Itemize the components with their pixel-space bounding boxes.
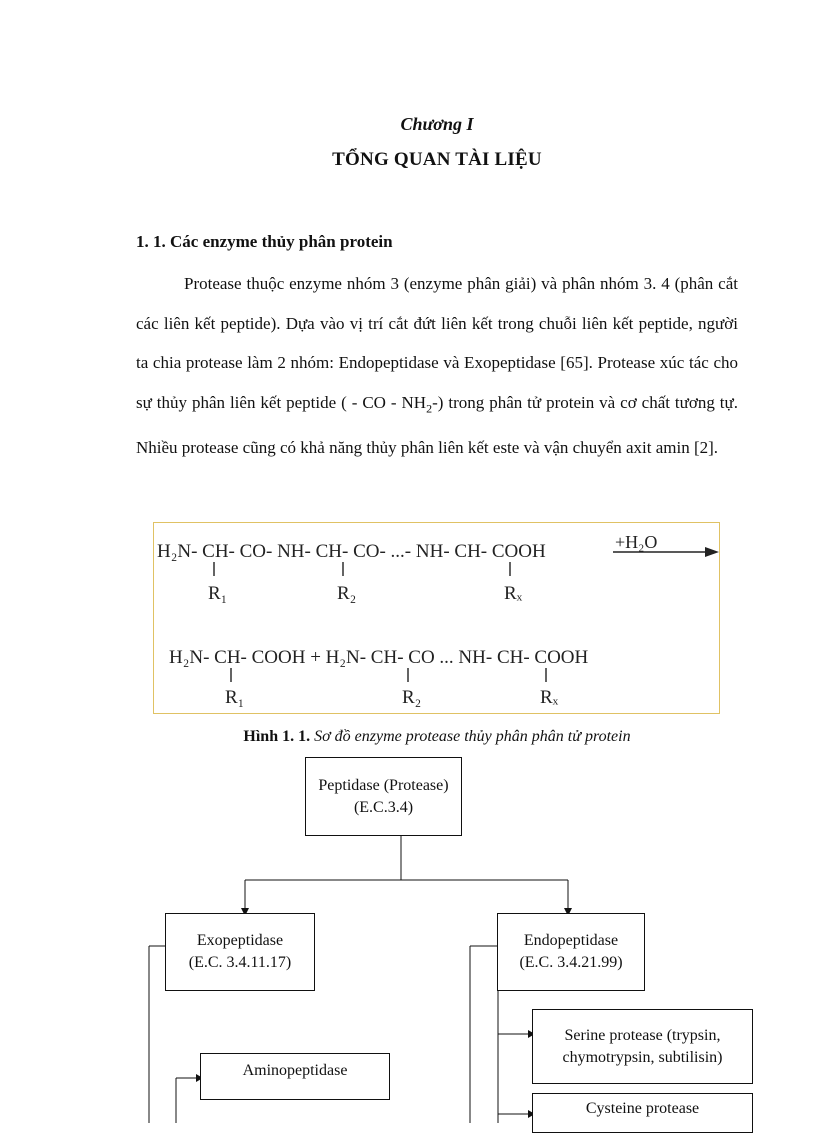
node-serine-protease	[532, 1009, 753, 1084]
node-root-line2: (E.C.3.4)	[353, 798, 414, 816]
node-aminopeptidase-label: Aminopeptidase	[242, 1062, 348, 1079]
node-peptidase-root	[305, 757, 462, 836]
node-serine-line2: chymotrypsin, subtilisin)	[562, 1048, 723, 1066]
node-exo-line1: Exopeptidase	[196, 932, 284, 949]
node-endopeptidase	[497, 913, 645, 991]
product-rx: Rₓ	[540, 687, 559, 708]
reactant-r1: R₁	[208, 583, 228, 604]
node-cysteine-protease	[532, 1093, 753, 1133]
product-chains: H₂N- CH- COOH + H₂N- CH- CO ... NH- CH- COOH	[169, 647, 589, 668]
node-cysteine-label: Cysteine protease	[585, 1100, 700, 1117]
section-heading: 1. 1. Các enzyme thủy phân protein	[136, 232, 393, 251]
chapter-label: Chương I	[400, 114, 474, 134]
figure-caption	[0, 728, 816, 746]
node-aminopeptidase	[200, 1053, 390, 1100]
product-r2: R₂	[402, 687, 422, 708]
chapter-title: TỔNG QUAN TÀI LIỆU	[332, 149, 542, 170]
reactant-chain: H₂N- CH- CO- NH- CH- CO- ...- NH- CH- COOH	[157, 541, 546, 562]
subscript-2: 2	[426, 400, 433, 415]
body-paragraph	[136, 264, 738, 468]
product-r1: R₁	[225, 687, 245, 708]
node-exo-line2: (E.C. 3.4.11.17)	[188, 954, 292, 971]
node-endo-line2: (E.C. 3.4.21.99)	[519, 954, 623, 971]
reactant-rx: Rₓ	[504, 583, 523, 604]
paragraph-text-2: -) trong phân tử protein và cơ chất tương tự. Nhiều protease cũng có khả năng thủy phân liên kết este và vận chuyển axit amin [2].	[136, 392, 738, 458]
node-endo-line1: Endopeptidase	[523, 932, 619, 949]
node-exopeptidase	[165, 913, 315, 991]
figure-label: Hình 1. 1.	[243, 728, 311, 745]
paragraph-text-1: Protease thuộc enzyme nhóm 3 (enzyme phân giải) và phân nhóm 3. 4 (phân cắt các liên kết peptide). Dựa vào vị trí cắt đứt liên kết trong chuỗi liên kết peptide, người ta chia protease làm 2 nhóm: Endopeptidase và Exopeptidase [65]. Protease xúc tác cho sự thủy phân liên kết peptide ( - CO - NH	[136, 274, 738, 412]
node-root-line1: Peptidase (Protease)	[318, 776, 449, 794]
node-serine-line1: Serine protease (trypsin,	[564, 1026, 721, 1044]
reactant-r2: R₂	[337, 583, 357, 604]
reaction-scheme	[153, 522, 723, 717]
reagent-water: +H₂O	[615, 532, 658, 552]
reaction-arrow-head	[705, 547, 719, 557]
figure-caption-text: Sơ đồ enzyme protease thủy phân phân tử protein	[314, 728, 631, 745]
